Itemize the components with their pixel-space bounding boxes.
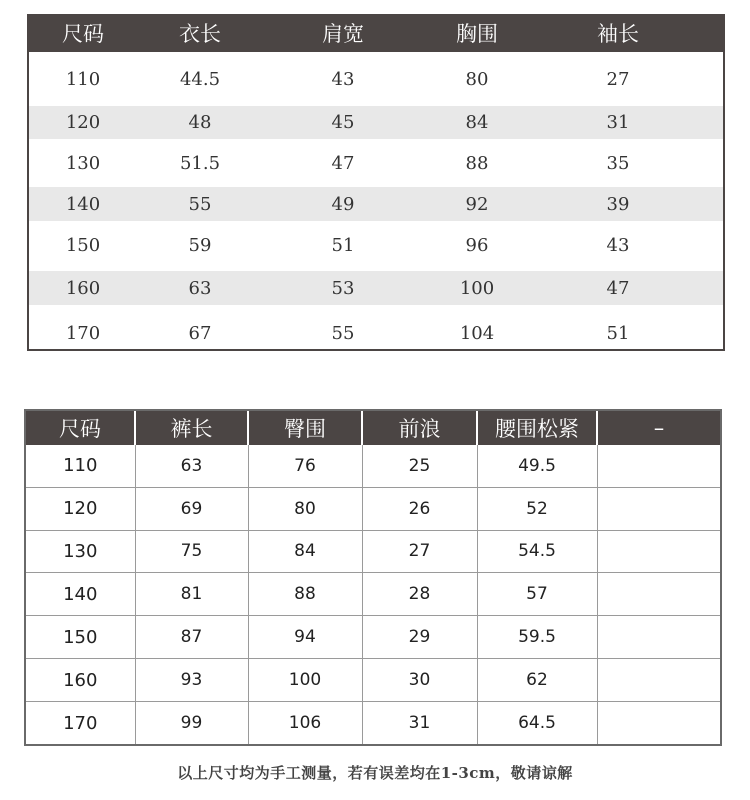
- header-sleeve-length: 袖长: [597, 22, 639, 46]
- cell-length: 59: [188, 235, 212, 256]
- cell-sleeve: 43: [606, 235, 630, 256]
- header-pants-length: 裤长: [135, 411, 248, 445]
- table-row: [26, 659, 720, 702]
- cell-length: 55: [188, 194, 212, 215]
- cell-hip: 106: [248, 702, 362, 744]
- table-row: [26, 530, 720, 573]
- cell-shoulder: 53: [331, 278, 355, 299]
- cell-length: 51.5: [179, 153, 221, 174]
- header-length: 衣长: [179, 22, 221, 46]
- table-row: [29, 305, 723, 349]
- cell-length: 67: [188, 323, 212, 344]
- cell-pants-length: 75: [135, 530, 248, 573]
- cell-hip: 100: [248, 659, 362, 702]
- cell-size: 130: [26, 530, 135, 573]
- cell-blank: [597, 573, 720, 616]
- cell-blank: [597, 487, 720, 530]
- cell-waist: 49.5: [477, 445, 597, 487]
- cell-chest: 88: [465, 153, 489, 174]
- cell-hip: 84: [248, 530, 362, 573]
- cell-length: 63: [188, 278, 212, 299]
- cell-size: 170: [26, 702, 135, 744]
- cell-hip: 80: [248, 487, 362, 530]
- cell-blank: [597, 445, 720, 487]
- cell-waist: 54.5: [477, 530, 597, 573]
- cell-shoulder: 55: [331, 323, 355, 344]
- cell-chest: 96: [465, 235, 489, 256]
- cell-waist: 57: [477, 573, 597, 616]
- cell-pants-length: 99: [135, 702, 248, 744]
- table-row: [29, 52, 723, 106]
- pants-table-header: [26, 411, 720, 445]
- table-row: [29, 221, 723, 271]
- header-blank: –: [597, 411, 720, 445]
- cell-shoulder: 49: [331, 194, 355, 215]
- table-row: [29, 139, 723, 187]
- cell-blank: [597, 659, 720, 702]
- cell-pants-length: 63: [135, 445, 248, 487]
- cell-blank: [597, 702, 720, 744]
- cell-chest: 80: [465, 69, 489, 90]
- cell-size: 140: [26, 573, 135, 616]
- cell-size: 170: [65, 323, 101, 344]
- table-row: [26, 702, 720, 744]
- cell-size: 150: [65, 235, 101, 256]
- cell-chest: 84: [465, 112, 489, 133]
- cell-size: 120: [65, 112, 101, 133]
- cell-waist: 59.5: [477, 616, 597, 659]
- cell-sleeve: 39: [606, 194, 630, 215]
- cell-size: 110: [65, 69, 101, 90]
- header-size: 尺码: [26, 411, 135, 445]
- cell-shoulder: 45: [331, 112, 355, 133]
- measurement-footnote: 以上尺寸均为手工测量，若有误差均在1-3cm，敬请谅解: [177, 764, 573, 782]
- cell-shoulder: 51: [331, 235, 355, 256]
- cell-blank: [597, 616, 720, 659]
- cell-length: 44.5: [179, 69, 221, 90]
- cell-chest: 104: [459, 323, 495, 344]
- cell-front-rise: 31: [362, 702, 477, 744]
- cell-size: 110: [26, 445, 135, 487]
- header-front-rise: 前浪: [362, 411, 477, 445]
- cell-front-rise: 30: [362, 659, 477, 702]
- cell-chest: 100: [459, 278, 495, 299]
- header-shoulder: 肩宽: [322, 22, 364, 46]
- cell-waist: 52: [477, 487, 597, 530]
- table-row: [29, 106, 723, 139]
- cell-size: 120: [26, 487, 135, 530]
- cell-sleeve: 27: [606, 69, 630, 90]
- cell-hip: 76: [248, 445, 362, 487]
- cell-pants-length: 69: [135, 487, 248, 530]
- cell-pants-length: 93: [135, 659, 248, 702]
- cell-shoulder: 47: [331, 153, 355, 174]
- cell-sleeve: 47: [606, 278, 630, 299]
- cell-hip: 88: [248, 573, 362, 616]
- cell-sleeve: 51: [606, 323, 630, 344]
- cell-waist: 62: [477, 659, 597, 702]
- table-row: [26, 445, 720, 487]
- cell-chest: 92: [465, 194, 489, 215]
- cell-front-rise: 26: [362, 487, 477, 530]
- cell-sleeve: 31: [606, 112, 630, 133]
- top-table-header: [29, 16, 723, 52]
- table-row: [29, 271, 723, 305]
- cell-size: 160: [65, 278, 101, 299]
- header-waist-elastic: 腰围松紧: [477, 411, 597, 445]
- pants-size-table: [24, 409, 722, 746]
- pants-table-grid: [26, 411, 720, 744]
- cell-waist: 64.5: [477, 702, 597, 744]
- table-row: [29, 187, 723, 221]
- cell-hip: 94: [248, 616, 362, 659]
- header-hip: 臀围: [248, 411, 362, 445]
- cell-size: 150: [26, 616, 135, 659]
- top-size-table: [27, 14, 725, 351]
- cell-front-rise: 29: [362, 616, 477, 659]
- table-row: [26, 487, 720, 530]
- cell-size: 140: [65, 194, 101, 215]
- cell-pants-length: 87: [135, 616, 248, 659]
- cell-blank: [597, 530, 720, 573]
- table-row: [26, 616, 720, 659]
- cell-shoulder: 43: [331, 69, 355, 90]
- cell-size: 160: [26, 659, 135, 702]
- cell-front-rise: 25: [362, 445, 477, 487]
- cell-length: 48: [188, 112, 212, 133]
- cell-size: 130: [65, 153, 101, 174]
- cell-front-rise: 28: [362, 573, 477, 616]
- cell-front-rise: 27: [362, 530, 477, 573]
- header-size: 尺码: [62, 22, 104, 46]
- cell-sleeve: 35: [606, 153, 630, 174]
- header-chest: 胸围: [456, 22, 498, 46]
- table-row: [26, 573, 720, 616]
- cell-pants-length: 81: [135, 573, 248, 616]
